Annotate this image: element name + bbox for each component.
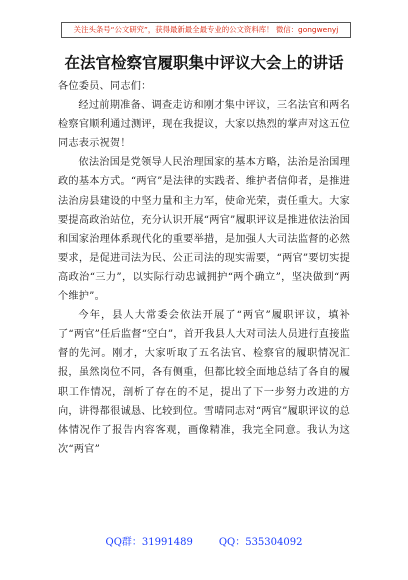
page-footer: [0, 536, 408, 550]
salutation: 各位委员、同志们：: [58, 81, 152, 92]
body-paragraph-1: 经过前期准备、调查走访和刚才集中评议，三名法官和两名检察官顺利通过测评，现在我提议，大家以热烈的掌声对这五位同志表示祝贺！: [58, 100, 350, 150]
footer-qq-group: QQ群：31991489: [105, 537, 193, 548]
body-paragraph-3: 今年，县人大常委会依法开展了“两官”履职评议，填补了“两官”任后监督“空白”，首开我县人大对司法人员进行直接监督的先河。刚才，大家听取了五名法官、检察官的履职情况汇报，虽然岗位不同，各有侧重，但都比较全面地总结了各自的履职工作情况，剖析了存在的不足，提出了下一步努力改进的方向，讲得都很诚恳、比较到位。雪晴同志对“两官”履职评议的总体情况作了报告内容客观，画像精准，我完全同意。我认为这次“两官”: [58, 310, 350, 455]
footer-qq: QQ：535304092: [218, 537, 303, 548]
document-body: [58, 77, 350, 459]
document-title: 在法官检察官履职集中评议大会上的讲话: [64, 54, 344, 72]
body-paragraph-2: 依法治国是党领导人民治理国家的基本方略，法治是治国理政的基本方式。“两官”是法律的实践者、维护者信仰者，是推进法治房县建设的中坚力量和主力军，使命光荣，责任重大。大家要提高政治站位，充分认识开展“两官”履职评议是推进依法治国和国家治理体系现代化的重要举措，是加强人大司法监督的必然要求，是促进司法为民、公正司法的现实需要，“两官”要切实提高政治“三力”，以实际行动忠诚拥护“两个确立”，坚决做到“两个维护”。: [58, 157, 350, 303]
promo-banner: 关注头条号“公文研究”，获得最新最全最专业的公文资料库！ 微信：gongwenyj: [61, 22, 351, 38]
